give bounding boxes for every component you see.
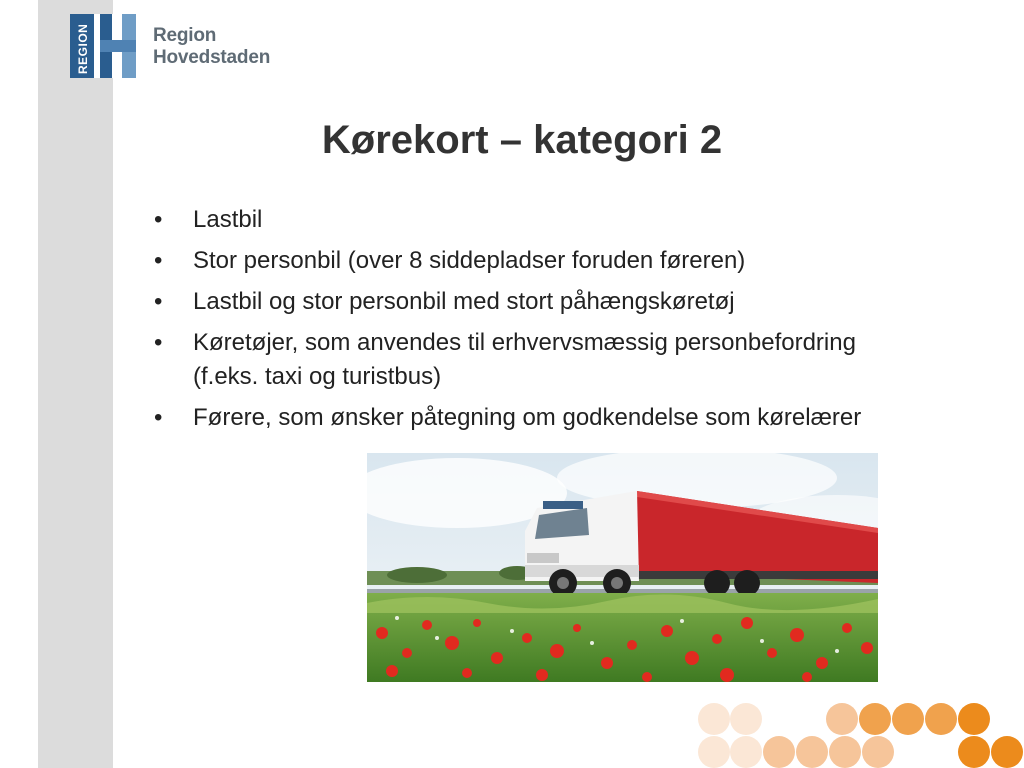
- decorative-dot: [892, 703, 924, 735]
- bullet-list: [152, 203, 872, 442]
- logo-line-2: Hovedstaden: [153, 47, 271, 68]
- decorative-dot: [698, 736, 730, 768]
- decorative-dot: [796, 736, 828, 768]
- decorative-dot: [829, 736, 861, 768]
- decorative-dot: [859, 703, 891, 735]
- logo-wordmark: [153, 25, 270, 69]
- bullet-item: • Køretøjer, som anvendes til erhvervsmæssig personbefordring (f.eks. taxi og turistbus): [152, 326, 872, 394]
- decorative-dot: [958, 736, 990, 768]
- truck-in-poppy-field-image: [367, 453, 878, 682]
- region-logo: [70, 14, 136, 78]
- slide-title: Kørekort – kategori 2: [321, 118, 723, 162]
- truck-photo: [367, 453, 878, 682]
- decorative-dot: [991, 736, 1023, 768]
- decorative-dot: [862, 736, 894, 768]
- region-logo-icon: [70, 14, 136, 78]
- decorative-dot: [958, 703, 990, 735]
- logo-line-1: Region: [153, 25, 217, 46]
- bullet-item: • Førere, som ønsker påtegning om godkendelse som kørelærer: [152, 401, 872, 435]
- decorative-dot: [730, 736, 762, 768]
- decorative-dot: [925, 703, 957, 735]
- bullet-item: • Lastbil: [152, 203, 872, 237]
- decorative-dot: [763, 736, 795, 768]
- logo-badge-text: REGION: [76, 23, 90, 74]
- decorative-dot: [698, 703, 730, 735]
- bullet-item: • Lastbil og stor personbil med stort påhængskøretøj: [152, 285, 872, 319]
- decorative-dot: [826, 703, 858, 735]
- bullet-item: • Stor personbil (over 8 siddepladser foruden føreren): [152, 244, 872, 278]
- side-stripe: [38, 0, 113, 768]
- decorative-dot: [730, 703, 762, 735]
